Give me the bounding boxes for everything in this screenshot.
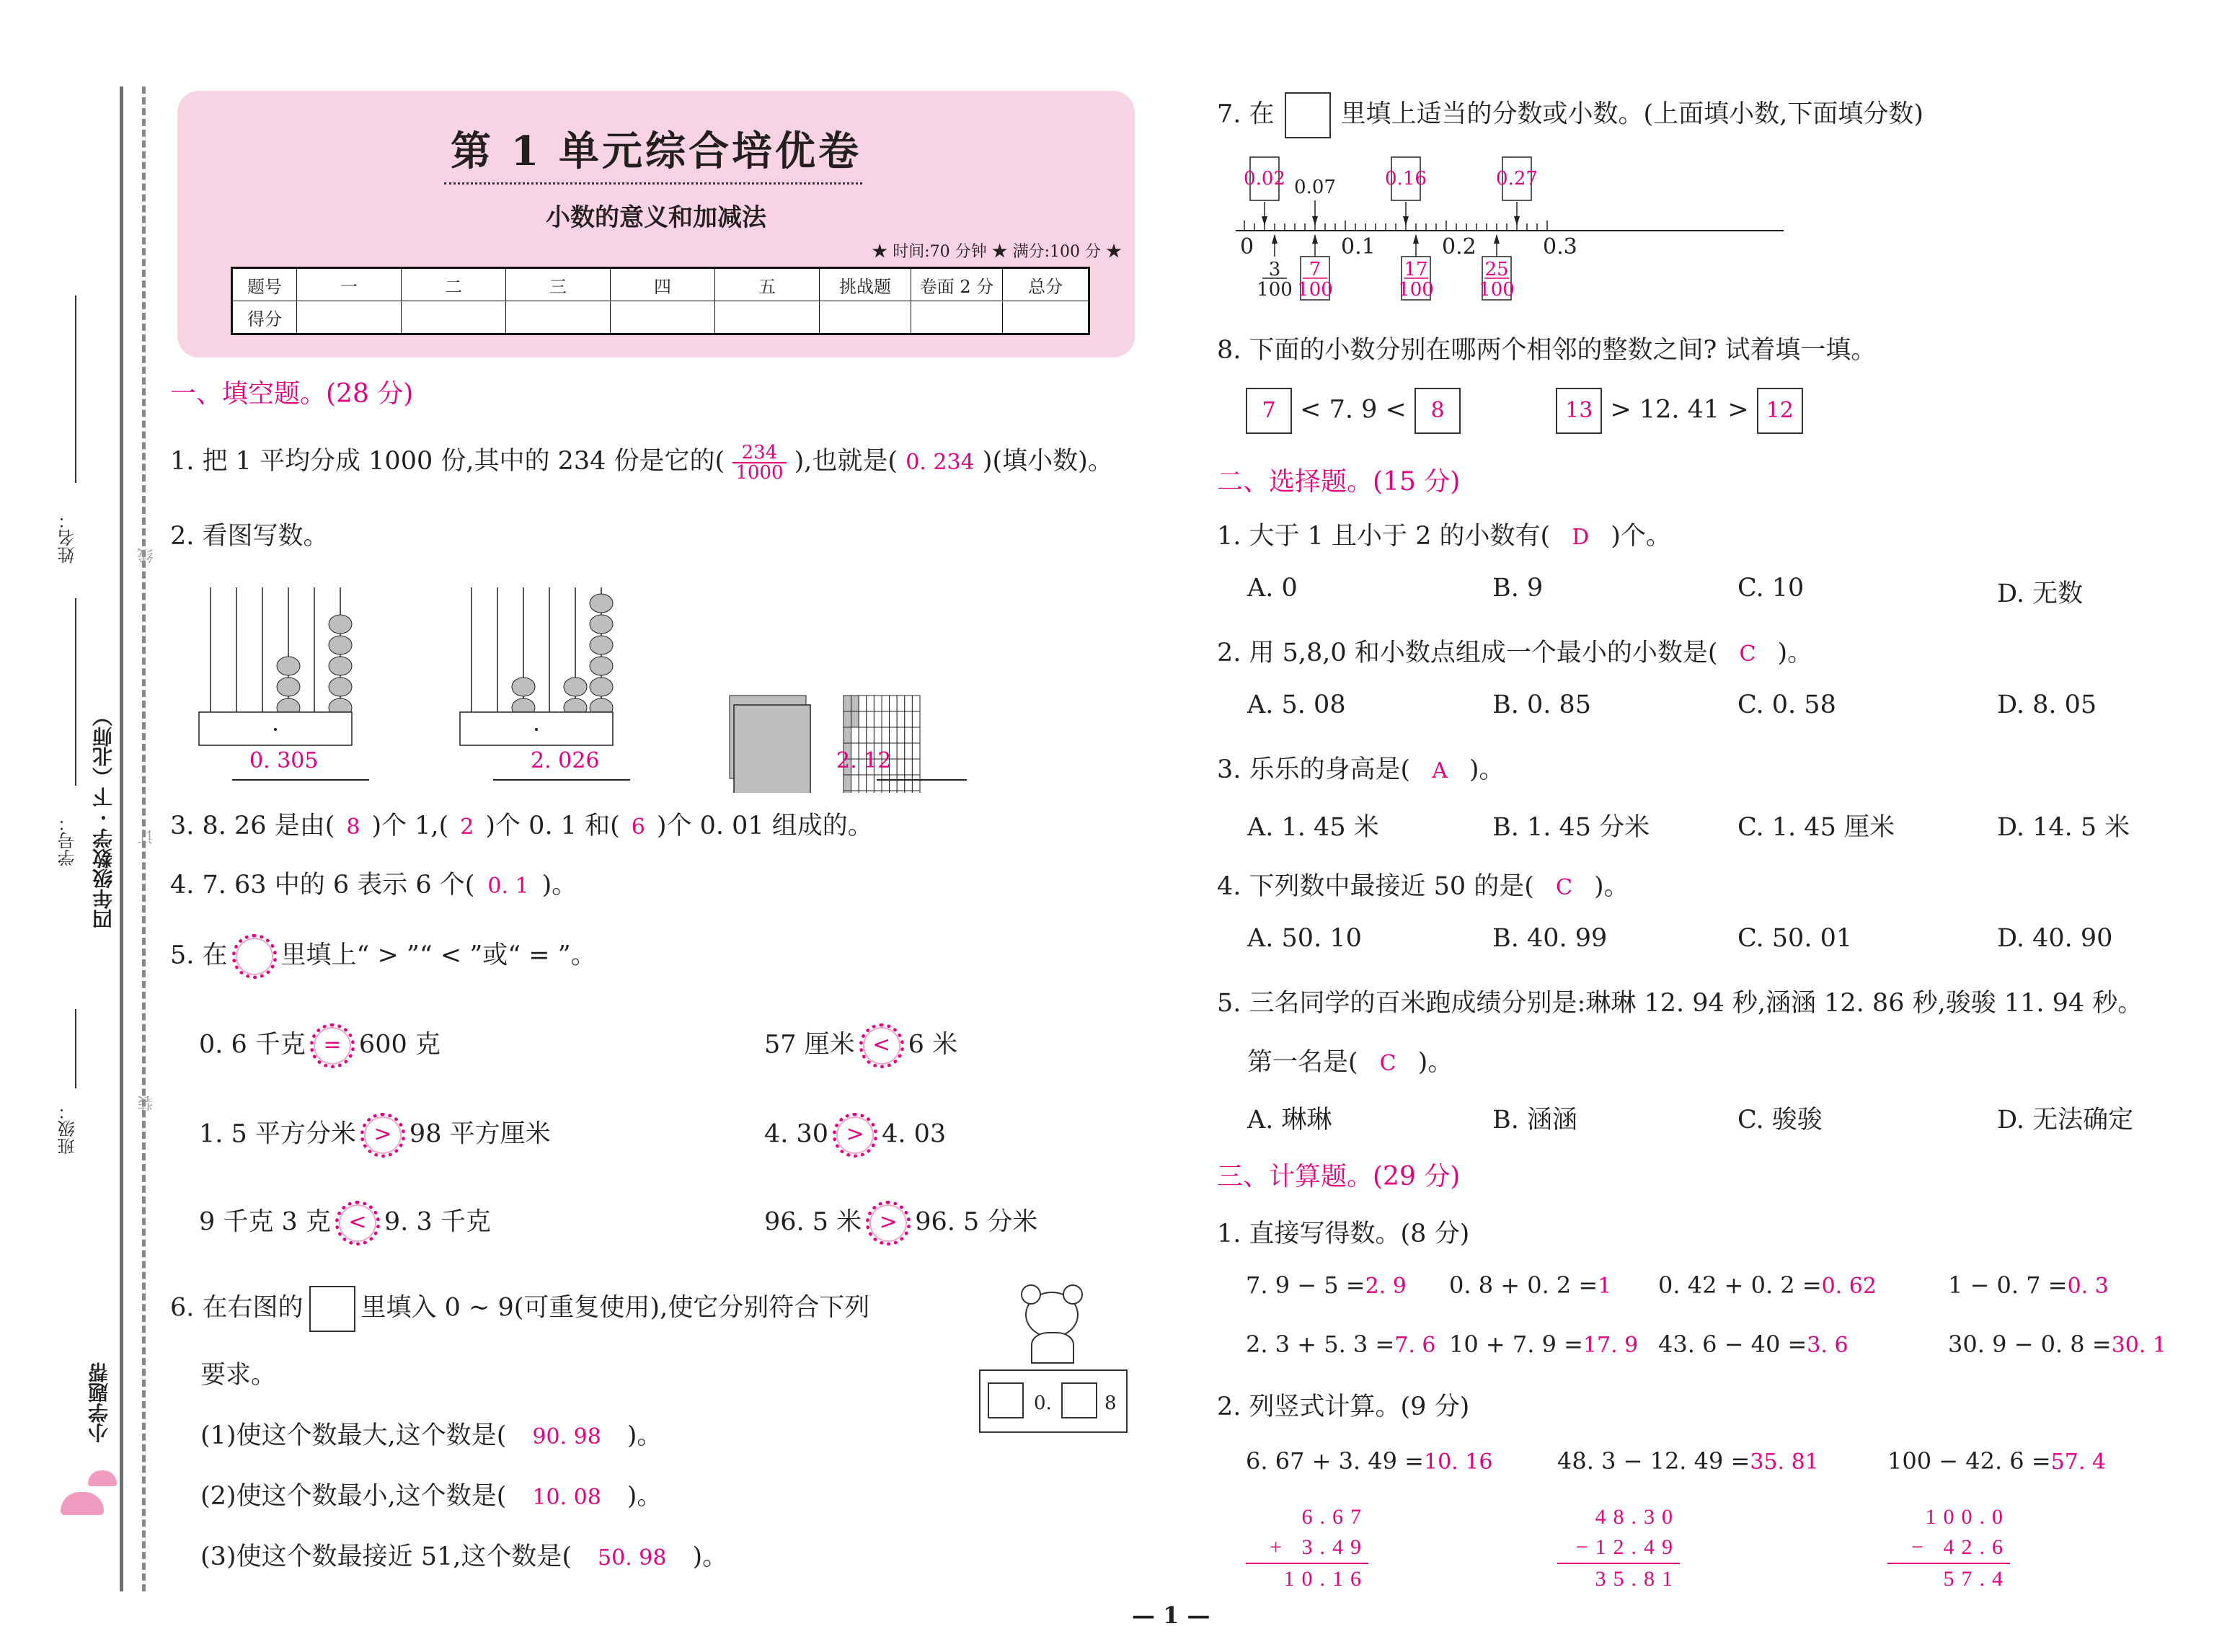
calc-q1: 1. 直接写得数。(8 分): [1217, 1220, 1470, 1248]
bead: [590, 636, 613, 654]
col-header: 卷面 2 分: [911, 268, 1003, 301]
id-label: 学号：: [58, 814, 78, 866]
grid-cell: [882, 711, 890, 727]
option: C. 50. 01: [1737, 924, 1853, 953]
grid-cell: [890, 711, 898, 727]
grid-cell: [867, 775, 875, 791]
binding-line: [120, 86, 123, 1591]
bead: [590, 615, 613, 634]
answer: 0. 234: [906, 450, 975, 475]
answer: C: [1739, 641, 1756, 667]
question-6-cont: 要求。: [200, 1361, 277, 1390]
value-label: 0.16: [1385, 168, 1427, 190]
option: D. 40. 90: [1997, 924, 2113, 953]
grid-cell: [859, 727, 867, 743]
grid-cell: [912, 743, 920, 759]
grid-cell: [874, 727, 882, 743]
grid-cell: [890, 791, 898, 793]
name-label: 姓名：: [58, 512, 78, 564]
bead: [329, 678, 352, 696]
answer: 57. 4: [2050, 1449, 2106, 1475]
answer: 50. 98: [598, 1545, 667, 1571]
score-cell[interactable]: [820, 301, 911, 334]
answer: A: [1432, 758, 1448, 783]
answer-box: 7: [1246, 388, 1292, 434]
calc-item: 30. 9 − 0. 8 =30. 1: [1948, 1331, 2166, 1358]
bead: [512, 678, 535, 696]
grid-cell: [890, 727, 898, 743]
score-cell[interactable]: [611, 301, 715, 334]
grid-cell: [851, 791, 859, 793]
q8-row: 7 < 7. 9 < 8 13 > 12. 41 > 12: [1246, 388, 1803, 434]
numerator: 17: [1404, 259, 1428, 280]
question-3: 3. 8. 26 是由( 8 )个 1,( 2 )个 0. 1 和( 6 )个 0. 01 组成的。: [170, 812, 873, 840]
row-label: 得分: [232, 301, 297, 334]
comparison-blank[interactable]: >: [866, 1201, 911, 1245]
question-text: 2. 用 5,8,0 和小数点组成一个最小的小数是( C )。: [1217, 639, 1813, 667]
grid-cell: [897, 696, 905, 711]
grid-cell: [897, 743, 905, 759]
score-cell[interactable]: [715, 301, 820, 334]
score-cell[interactable]: [402, 301, 506, 334]
question-8: 8. 下面的小数分别在哪两个相邻的整数之间? 试着填一填。: [1217, 336, 1877, 365]
mushroom-small-icon: [88, 1470, 117, 1486]
calc-item: 7. 9 − 5 =2. 9: [1246, 1271, 1407, 1299]
arrow-head: [1272, 234, 1278, 244]
col-header: 挑战题: [820, 268, 911, 301]
answer: 0. 3: [2067, 1274, 2109, 1299]
col-header: 三: [506, 268, 611, 301]
digit-box: [988, 1382, 1024, 1418]
answer: 8: [346, 814, 360, 840]
exam-meta: ★ 时间:70 分钟 ★ 满分:100 分 ★: [872, 243, 1122, 261]
class-field[interactable]: [75, 1009, 76, 1088]
comparison-item: [764, 1113, 946, 1158]
option: B. 9: [1492, 574, 1544, 603]
grid-cell: [874, 696, 882, 711]
answer: 0. 1: [487, 874, 529, 899]
calc-item: 10 + 7. 9 =17. 9: [1449, 1331, 1639, 1358]
left-value: 1. 5 平方分米: [199, 1119, 356, 1149]
right-value: 9. 3 千克: [384, 1207, 491, 1237]
grid-cell: [882, 791, 890, 793]
answer: 1: [1598, 1274, 1612, 1299]
calc-item: 0. 8 + 0. 2 =1: [1449, 1271, 1612, 1299]
grid-cell: [851, 727, 859, 743]
value-label: 0.02: [1244, 168, 1285, 190]
answer: 90. 98: [532, 1424, 601, 1449]
left-value: 4. 30: [764, 1119, 829, 1149]
answer: D: [1572, 525, 1590, 550]
cut-mark-xian: 线: [138, 548, 156, 564]
question-6: 6. 在右图的 里填入 0 ~ 9(可重复使用),使它分别符合下列: [170, 1286, 869, 1332]
tick-label: 0.1: [1341, 234, 1376, 259]
option: C. 10: [1737, 574, 1805, 603]
grid-cell: [874, 791, 882, 793]
left-value: 9 千克 3 克: [199, 1207, 331, 1237]
option: D. 无法确定: [1997, 1106, 2134, 1134]
value-label: 0.07: [1294, 177, 1336, 198]
grid-cell: [844, 775, 851, 791]
brand-label: 小学题帮: [87, 1362, 111, 1443]
right-value: 6 米: [908, 1030, 958, 1060]
option: B. 40. 99: [1492, 924, 1608, 953]
grid-cell: [844, 711, 851, 727]
comparison-item: [764, 1201, 1037, 1245]
exam-subtitle: 小数的意义和加减法: [546, 203, 766, 232]
mushroom-icon: [61, 1492, 104, 1515]
question-1: [170, 441, 1113, 482]
exam-title: 第 1 单元综合培优卷: [451, 128, 862, 175]
right-value: 4. 03: [882, 1119, 947, 1149]
grid-cell: [867, 711, 875, 727]
calc-item: 6. 67 + 3. 49 =10. 16: [1246, 1447, 1493, 1475]
tick-label: 0.2: [1442, 234, 1476, 259]
comparison-item: [199, 1201, 491, 1245]
score-cell[interactable]: [1003, 301, 1089, 334]
grid-cell: [890, 775, 898, 791]
answer-box: 12: [1757, 388, 1803, 434]
option: A. 5. 08: [1247, 690, 1346, 719]
value-label: 0.27: [1496, 168, 1538, 190]
comparison-item: [199, 1023, 440, 1068]
question-2: 2. 看图写数。: [170, 522, 329, 551]
cut-mark-zhuang: 装: [138, 1096, 156, 1111]
grid-cell: [905, 696, 913, 711]
score-cell[interactable]: [506, 301, 611, 334]
section-heading: 三、计算题。(29 分): [1217, 1162, 1461, 1191]
comparison-blank[interactable]: >: [833, 1113, 877, 1158]
grid-cell: [874, 711, 882, 727]
denominator: 100: [1479, 279, 1515, 301]
text: )(填小数)。: [982, 447, 1113, 476]
right-value: 600 克: [358, 1030, 440, 1060]
grid-cell: [882, 727, 890, 743]
answer: C: [1555, 875, 1572, 900]
sub-question: (3)使这个数最接近 51,这个数是( 50. 98 )。: [200, 1542, 728, 1571]
exam-header: [177, 91, 1135, 358]
bead: [329, 657, 352, 675]
grid-cell: [897, 775, 905, 791]
col-header: 总分: [1003, 268, 1089, 301]
bead: [564, 678, 587, 696]
cut-mark-ding: 订: [138, 829, 156, 845]
option: B. 1. 45 分米: [1492, 813, 1650, 842]
grid-cell: [912, 791, 920, 793]
grid-cell: [912, 696, 920, 711]
tick-label: 0: [1240, 234, 1254, 259]
answer: 17. 9: [1582, 1333, 1639, 1358]
option: D. 无数: [1997, 579, 2084, 608]
score-cell[interactable]: [911, 301, 1003, 334]
question-7: 7. 在 里填上适当的分数或小数。(上面填小数,下面填分数): [1217, 92, 1923, 138]
section-heading: 一、填空题。(28 分): [170, 379, 414, 409]
answer-box: 13: [1556, 388, 1602, 434]
sub-question: (2)使这个数最小,这个数是( 10. 08 )。: [200, 1482, 663, 1511]
grid-cell: [844, 696, 851, 711]
divider: [444, 182, 862, 185]
grid-cell: [867, 696, 875, 711]
question-text: 5. 三名同学的百米跑成绩分别是:琳琳 12. 94 秒,涵涵 12. 86 秒,骏骏 11. 94 秒。: [1217, 989, 2143, 1018]
score-table: [231, 267, 1090, 335]
calc-item: 1 − 0. 7 =0. 3: [1948, 1271, 2109, 1299]
grid-cell: [851, 711, 859, 727]
bead: [277, 657, 300, 675]
right-value: 96. 5 分米: [915, 1207, 1038, 1237]
answer: 0. 62: [1821, 1274, 1877, 1299]
grid-cell: [859, 711, 867, 727]
arrow-head: [1494, 234, 1500, 244]
grid-cell: [897, 759, 905, 775]
option: D. 8. 05: [1997, 690, 2097, 719]
comparison-blank[interactable]: =: [310, 1023, 355, 1068]
grid-cell: [867, 791, 875, 793]
question-text: 4. 下列数中最接近 50 的是( C )。: [1217, 872, 1629, 901]
arrow-head: [1312, 234, 1318, 244]
page-number: — 1 —: [1132, 1602, 1210, 1629]
question-text: 3. 乐乐的身高是( A )。: [1217, 755, 1505, 784]
col-header: 一: [297, 268, 402, 301]
score-header-row: [232, 268, 1089, 301]
class-label: 班级：: [58, 1103, 78, 1155]
answer: 30. 1: [2111, 1333, 2166, 1358]
sub-question: (1)使这个数最大,这个数是( 90. 98 )。: [200, 1421, 663, 1450]
grid-cell: [859, 696, 867, 711]
arrow-head: [1312, 216, 1318, 226]
digit-box: [1061, 1382, 1097, 1418]
id-field[interactable]: [75, 598, 76, 786]
card-text: 8: [1104, 1393, 1117, 1414]
answer: 2. 9: [1365, 1274, 1407, 1299]
left-value: 96. 5 米: [764, 1207, 862, 1237]
answer: 35. 81: [1750, 1449, 1819, 1475]
question-text: 第一名是( C )。: [1247, 1048, 1453, 1077]
arrow-head: [1262, 216, 1267, 226]
answer: 2: [460, 814, 474, 840]
answer: 2. 026: [531, 748, 600, 773]
answer: 10. 16: [1423, 1449, 1493, 1475]
option: C. 骏骏: [1737, 1106, 1823, 1134]
grid-cell: [859, 791, 867, 793]
grid-cell: [897, 711, 905, 727]
answer-fraction: $\frac{234}{1000}$: [732, 443, 786, 482]
book-title: 四年级数学 · 下（北师）: [92, 706, 115, 930]
calc-item: 2. 3 + 5. 3 =7. 6: [1246, 1331, 1436, 1358]
comparison-blank[interactable]: <: [859, 1023, 904, 1068]
number-line: [1226, 144, 1788, 317]
comparison-blank[interactable]: <: [335, 1201, 380, 1245]
bead: [329, 615, 352, 634]
grid-cell: [905, 743, 913, 759]
arrow-head: [1514, 216, 1520, 226]
numerator: 3: [1268, 259, 1281, 280]
flower-blank-icon: [232, 934, 277, 979]
comparison-item: [199, 1113, 551, 1158]
answer: 6: [631, 814, 645, 840]
decimal-point: [274, 728, 277, 731]
right-value: 98 平方厘米: [409, 1119, 551, 1149]
arrow-head: [1413, 234, 1419, 244]
calc-q2: 2. 列竖式计算。(9 分): [1217, 1393, 1470, 1421]
denominator: 100: [1257, 279, 1293, 301]
answer: 2. 12: [836, 748, 892, 773]
grid-cell: [882, 696, 890, 711]
option: B. 0. 85: [1492, 690, 1592, 719]
answer: 7. 6: [1394, 1333, 1436, 1358]
name-field[interactable]: [75, 296, 76, 483]
bear-icon: [1017, 1284, 1086, 1364]
vertical-work: 48.30 −12.49 35.81: [1557, 1502, 1680, 1594]
answer-box: 8: [1414, 388, 1461, 434]
col-header: 五: [715, 268, 820, 301]
grid-cell: [844, 727, 851, 743]
square-whole: [734, 705, 810, 793]
text: ),也就是(: [794, 447, 898, 476]
question-5: 5. 在 里填上“ > ”“ < ”或“ = ”。: [170, 934, 596, 979]
col-header: 四: [611, 268, 715, 301]
row-label: 题号: [232, 268, 297, 301]
question-4: 4. 7. 63 中的 6 表示 6 个( 0. 1 )。: [170, 871, 577, 900]
comparison-blank[interactable]: >: [360, 1113, 405, 1158]
answer: 0. 305: [249, 748, 319, 773]
left-value: 0. 6 千克: [199, 1030, 306, 1060]
grid-cell: [897, 727, 905, 743]
option: D. 14. 5 米: [1997, 813, 2130, 842]
grid-cell: [851, 696, 859, 711]
score-row: [232, 301, 1089, 334]
option: C. 1. 45 厘米: [1737, 813, 1895, 842]
decimal-point: [535, 728, 538, 731]
question-text: 1. 大于 1 且小于 2 的小数有( D )个。: [1217, 522, 1671, 551]
grid-cell: [851, 775, 859, 791]
calc-item: 0. 42 + 0. 2 =0. 62: [1658, 1271, 1877, 1299]
option: A. 琳琳: [1247, 1106, 1332, 1134]
grid-cell: [890, 696, 898, 711]
arrow-head: [1403, 216, 1409, 226]
grid-cell: [844, 791, 851, 793]
option: A. 1. 45 米: [1247, 813, 1379, 842]
option: A. 50. 10: [1247, 924, 1362, 953]
grid-cell: [867, 727, 875, 743]
grid-cell: [905, 775, 913, 791]
grid-cell: [912, 711, 920, 727]
grid-cell: [859, 775, 867, 791]
option: C. 0. 58: [1737, 690, 1836, 719]
bead: [329, 636, 352, 654]
calc-item: 43. 6 − 40 =3. 6: [1658, 1331, 1849, 1358]
grid-cell: [882, 775, 890, 791]
answer: C: [1379, 1051, 1396, 1076]
numerator: 7: [1309, 259, 1321, 280]
option: A. 0: [1247, 574, 1298, 603]
denominator: 100: [1398, 279, 1434, 301]
comparison-item: [764, 1023, 957, 1068]
vertical-work: 100.0 − 42.6 57.4: [1887, 1502, 2010, 1594]
grid-cell: [912, 775, 920, 791]
tick-label: 0.3: [1543, 234, 1577, 259]
answer: 10. 08: [532, 1485, 601, 1510]
number-card: [979, 1369, 1128, 1433]
grid-cell: [905, 711, 913, 727]
answer: 3. 6: [1807, 1333, 1849, 1358]
col-header: 二: [402, 268, 506, 301]
text: 1. 把 1 平均分成 1000 份,其中的 234 份是它的(: [170, 447, 725, 476]
calc-item: 100 − 42. 6 =57. 4: [1887, 1447, 2106, 1475]
grid-cell: [874, 775, 882, 791]
vertical-work: 6.67 + 3.49 10.16: [1246, 1502, 1368, 1594]
grid-cell: [905, 791, 913, 793]
section-heading: 二、选择题。(15 分): [1217, 467, 1461, 497]
option: B. 涵涵: [1492, 1106, 1577, 1134]
calc-item: 48. 3 − 12. 49 =35. 81: [1557, 1447, 1819, 1475]
denominator: 100: [1297, 279, 1333, 301]
bead: [590, 594, 613, 613]
card-text: 0.: [1034, 1393, 1052, 1414]
grid-cell: [912, 759, 920, 775]
grid-cell: [912, 727, 920, 743]
grid-cell: [905, 759, 913, 775]
left-value: 57 厘米: [764, 1030, 855, 1060]
grid-cell: [905, 727, 913, 743]
blank-box: [309, 1286, 355, 1332]
bead: [590, 678, 613, 696]
score-cell[interactable]: [297, 301, 402, 334]
grid-cell: [897, 791, 905, 793]
numerator: 25: [1484, 259, 1509, 280]
bead: [277, 678, 300, 696]
bead: [590, 657, 613, 675]
blank-box: [1285, 92, 1331, 138]
